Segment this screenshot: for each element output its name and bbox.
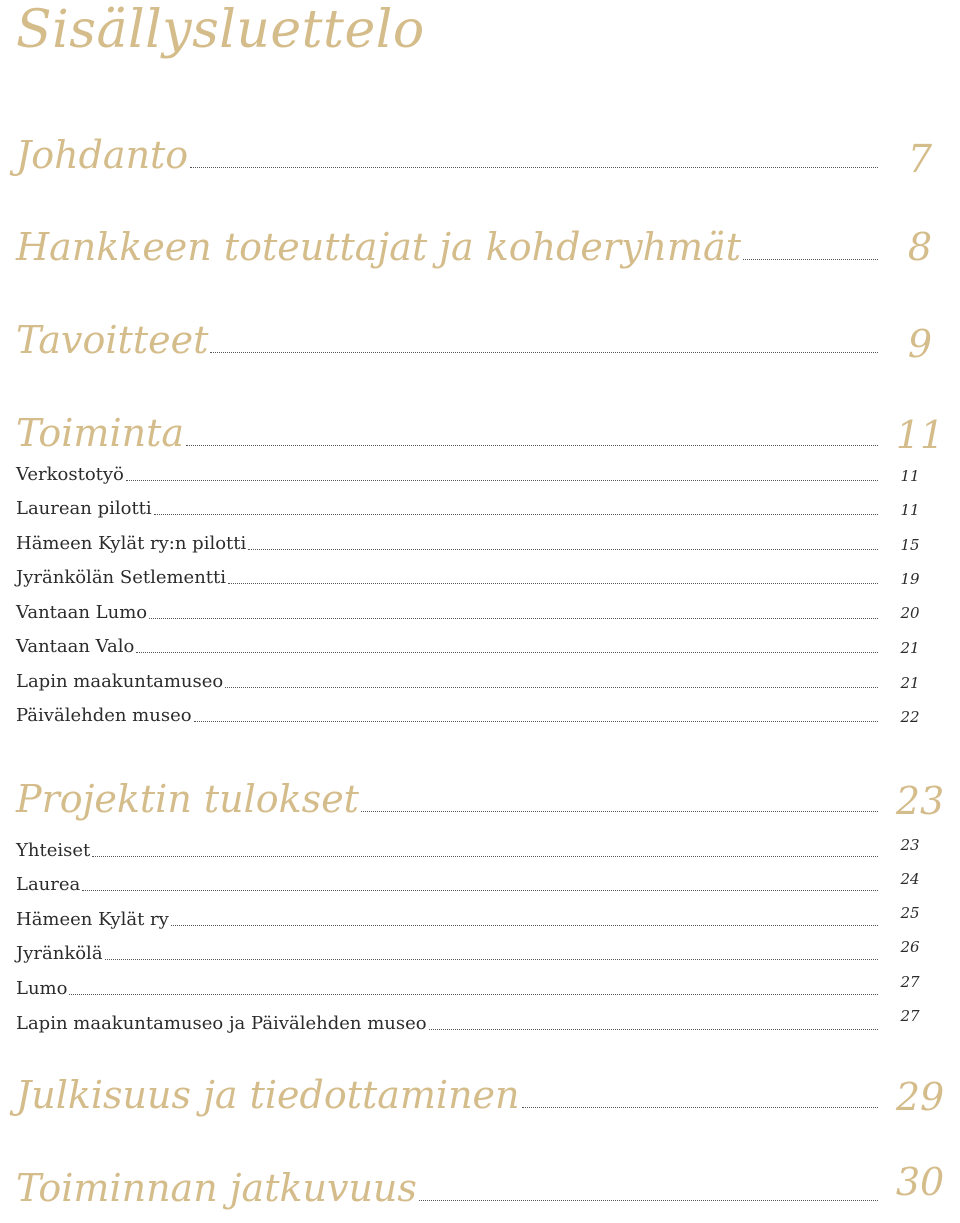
toc-subentry-label: Hämeen Kylät ry	[16, 909, 169, 930]
toc-entry-label: Johdanto	[16, 133, 189, 177]
toc-subentry-page: 15	[900, 536, 920, 554]
dot-leader	[136, 652, 878, 653]
toc-page-number: 11	[895, 413, 945, 457]
toc-entry-label: Hankkeen toteuttajat ja kohderyhmät	[16, 225, 741, 269]
dot-leader	[419, 1200, 878, 1201]
toc-page-number: 8	[907, 225, 933, 269]
toc-subentry-label: Lapin maakuntamuseo	[16, 671, 224, 692]
toc-subentry[interactable]	[16, 705, 878, 726]
toc-entry-label: Tavoitteet	[16, 318, 209, 362]
toc-entry-julkisuus[interactable]	[16, 1073, 878, 1117]
dot-leader	[149, 618, 878, 619]
toc-subentry[interactable]	[16, 636, 878, 657]
toc-entry-label: Toiminnan jatkuvuus	[16, 1166, 417, 1210]
toc-subentry-label: Lapin maakuntamuseo ja Päivälehden museo	[16, 1013, 427, 1034]
toc-subentry-page: 20	[900, 604, 920, 622]
toc-subentry[interactable]	[16, 1013, 878, 1034]
toc-subentry-page: 11	[900, 501, 920, 519]
page-title: Sisällysluettelo	[16, 0, 425, 60]
dot-leader	[248, 549, 878, 550]
toc-subentry[interactable]	[16, 840, 878, 861]
toc-subentry[interactable]	[16, 943, 878, 964]
toc-subentry-label: Vantaan Lumo	[16, 602, 148, 623]
toc-entry-label: Toiminta	[16, 411, 185, 455]
toc-page-number: 30	[895, 1160, 945, 1204]
dot-leader	[126, 480, 878, 481]
toc-page-number: 7	[907, 137, 933, 181]
dot-leader	[522, 1107, 878, 1108]
dot-leader	[171, 925, 878, 926]
toc-subentry[interactable]	[16, 978, 878, 999]
toc-page-number: 23	[895, 779, 945, 823]
toc-subentry-page: 27	[900, 1007, 920, 1025]
toc-entry-toiminta[interactable]	[16, 411, 878, 455]
toc-subentry-label: Vantaan Valo	[16, 636, 135, 657]
toc-entry-tavoitteet[interactable]	[16, 318, 878, 362]
dot-leader	[190, 167, 878, 168]
toc-subentry-page: 21	[900, 674, 920, 692]
toc-subentry-label: Laurean pilotti	[16, 498, 152, 519]
toc-subentry-page: 21	[900, 639, 920, 657]
toc-entry-hankkeen[interactable]	[16, 225, 878, 269]
toc-subentry-label: Jyränkölä	[16, 943, 103, 964]
toc-page-number: 9	[907, 322, 933, 366]
dot-leader	[210, 352, 878, 353]
toc-page-number: 29	[895, 1075, 945, 1119]
toc-subentry-page: 26	[900, 938, 920, 956]
dot-leader	[105, 959, 878, 960]
dot-leader	[225, 687, 878, 688]
toc-subentry[interactable]	[16, 567, 878, 588]
toc-subentry-label: Hämeen Kylät ry:n pilotti	[16, 533, 247, 554]
toc-subentry-page: 23	[900, 836, 920, 854]
toc-subentry-page: 19	[900, 570, 920, 588]
toc-subentry[interactable]	[16, 602, 878, 623]
toc-subentry[interactable]	[16, 874, 878, 895]
toc-subentry-label: Jyränkölän Setlementti	[16, 567, 227, 588]
toc-subentry[interactable]	[16, 464, 878, 485]
toc-subentry-label: Laurea	[16, 874, 81, 895]
toc-subentry-page: 27	[900, 973, 920, 991]
toc-subentry[interactable]	[16, 671, 878, 692]
dot-leader	[154, 514, 878, 515]
dot-leader	[186, 445, 878, 446]
dot-leader	[92, 856, 878, 857]
toc-entry-johdanto[interactable]	[16, 133, 878, 177]
toc-subentry[interactable]	[16, 533, 878, 554]
dot-leader	[228, 583, 878, 584]
dot-leader	[69, 994, 878, 995]
toc-entry-label: Projektin tulokset	[16, 777, 359, 821]
dot-leader	[194, 721, 878, 722]
toc-subentry[interactable]	[16, 498, 878, 519]
toc-subentry-label: Päivälehden museo	[16, 705, 192, 726]
toc-entry-jatkuvuus[interactable]	[16, 1166, 878, 1210]
toc-subentry-page: 25	[900, 904, 920, 922]
dot-leader	[361, 811, 878, 812]
dot-leader	[429, 1029, 878, 1030]
toc-subentry-page: 11	[900, 467, 920, 485]
toc-subentry-label: Yhteiset	[16, 840, 91, 861]
toc-subentry-label: Lumo	[16, 978, 68, 999]
toc-subentry[interactable]	[16, 909, 878, 930]
toc-entry-label: Julkisuus ja tiedottaminen	[16, 1073, 520, 1117]
dot-leader	[82, 890, 878, 891]
dot-leader	[743, 259, 878, 260]
toc-entry-tulokset[interactable]	[16, 777, 878, 821]
toc-subentry-page: 24	[900, 870, 920, 888]
toc-subentry-page: 22	[900, 708, 920, 726]
toc-subentry-label: Verkostotyö	[16, 464, 124, 485]
